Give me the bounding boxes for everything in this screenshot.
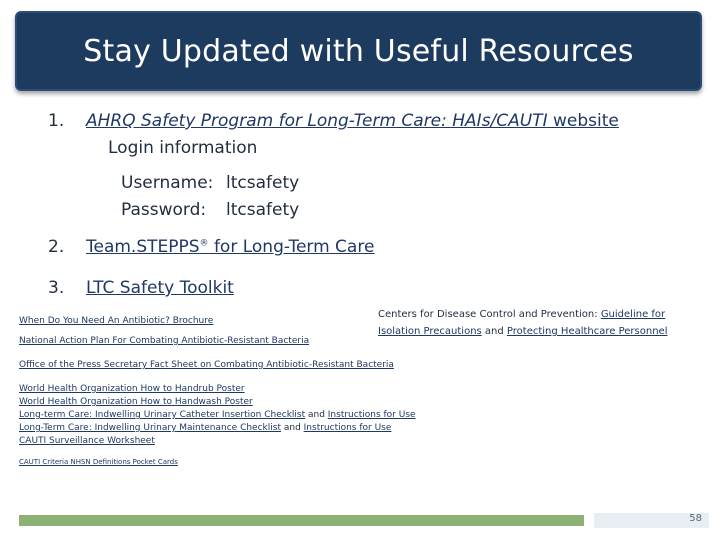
username-key: Username: [121,173,214,193]
password-key: Password: [121,200,207,220]
protecting-personnel-link[interactable]: Protecting Healthcare Personnel [506,326,668,337]
instructions-for-use-link[interactable]: Instructions for Use [303,423,392,433]
item-number: 3. [48,278,65,298]
cauti-worksheet-link[interactable]: CAUTI Surveillance Worksheet [19,436,155,446]
who-handwash-poster-link[interactable]: World Health Organization How to Handwash Poster [19,397,253,407]
cdc-and: and [481,326,507,337]
national-plan-row [19,336,309,346]
registered-mark: ® [199,238,209,249]
footer-accent-bar [19,515,584,526]
list-item [19,409,416,422]
cdc-prefix: Centers for Disease Control and Prevention: [378,309,601,320]
and-text: and [280,423,304,433]
brochure-row [19,316,213,326]
national-action-plan-link[interactable]: National Action Plan For Combating Antibiotic-Resistant Bacteria [19,336,310,346]
cdc-guidelines [378,306,678,340]
teamstepps-tail: for Long-Term Care [208,237,375,257]
page-number: 58 [689,513,702,524]
cauti-pocket-cards-link[interactable]: CAUTI Criteria NHSN Definitions Pocket Cards [19,458,178,466]
resource-item-3 [48,278,348,302]
pocket-cards-row [19,458,178,466]
password-row [121,200,299,220]
list-item [19,396,416,409]
maintenance-checklist-link[interactable]: Long-Term Care: Indwelling Urinary Maintenance Checklist [19,423,281,433]
press-secretary-fact-sheet-link[interactable]: Office of the Press Secretary Fact Sheet on Combating Antibiotic-Resistant Bacteria [19,360,394,370]
resource-list [19,383,416,448]
password-value: ltcsafety [226,200,300,220]
slide-title: Stay Updated with Useful Resources [83,33,634,69]
item-number: 1. [48,111,65,131]
item-number: 2. [48,237,65,257]
resource-item-2 [48,237,448,261]
list-item [19,422,416,435]
resource-item-1 [48,111,648,135]
login-info-label: Login information [108,138,258,158]
who-handrub-poster-link[interactable]: World Health Organization How to Handrub Poster [19,384,245,394]
teamstepps-link[interactable] [86,237,374,257]
website-text: website [547,111,619,131]
isolation-precautions-link[interactable]: Guideline for Isolation Precautions [378,309,666,337]
press-sheet-row [19,360,394,370]
and-text: and [305,410,328,420]
username-value: ltcsafety [226,173,300,193]
teamstepps-text: Team.STEPPS [86,237,200,257]
antibiotic-brochure-link[interactable]: When Do You Need An Antibiotic? Brochure [19,316,214,326]
ahrq-safety-program-link[interactable] [86,111,619,131]
list-item [19,435,416,448]
ltc-safety-toolkit-link[interactable]: LTC Safety Toolkit [86,278,234,298]
username-row [121,173,299,193]
ahrq-link-text: AHRQ Safety Program for Long-Term Care: HAIs/CAUTI [86,111,548,131]
catheter-insertion-checklist-link[interactable]: Long-term Care: Indwelling Urinary Catheter Insertion Checklist [19,410,306,420]
instructions-for-use-link[interactable]: Instructions for Use [327,410,416,420]
list-item [19,383,416,396]
title-banner [15,11,702,91]
